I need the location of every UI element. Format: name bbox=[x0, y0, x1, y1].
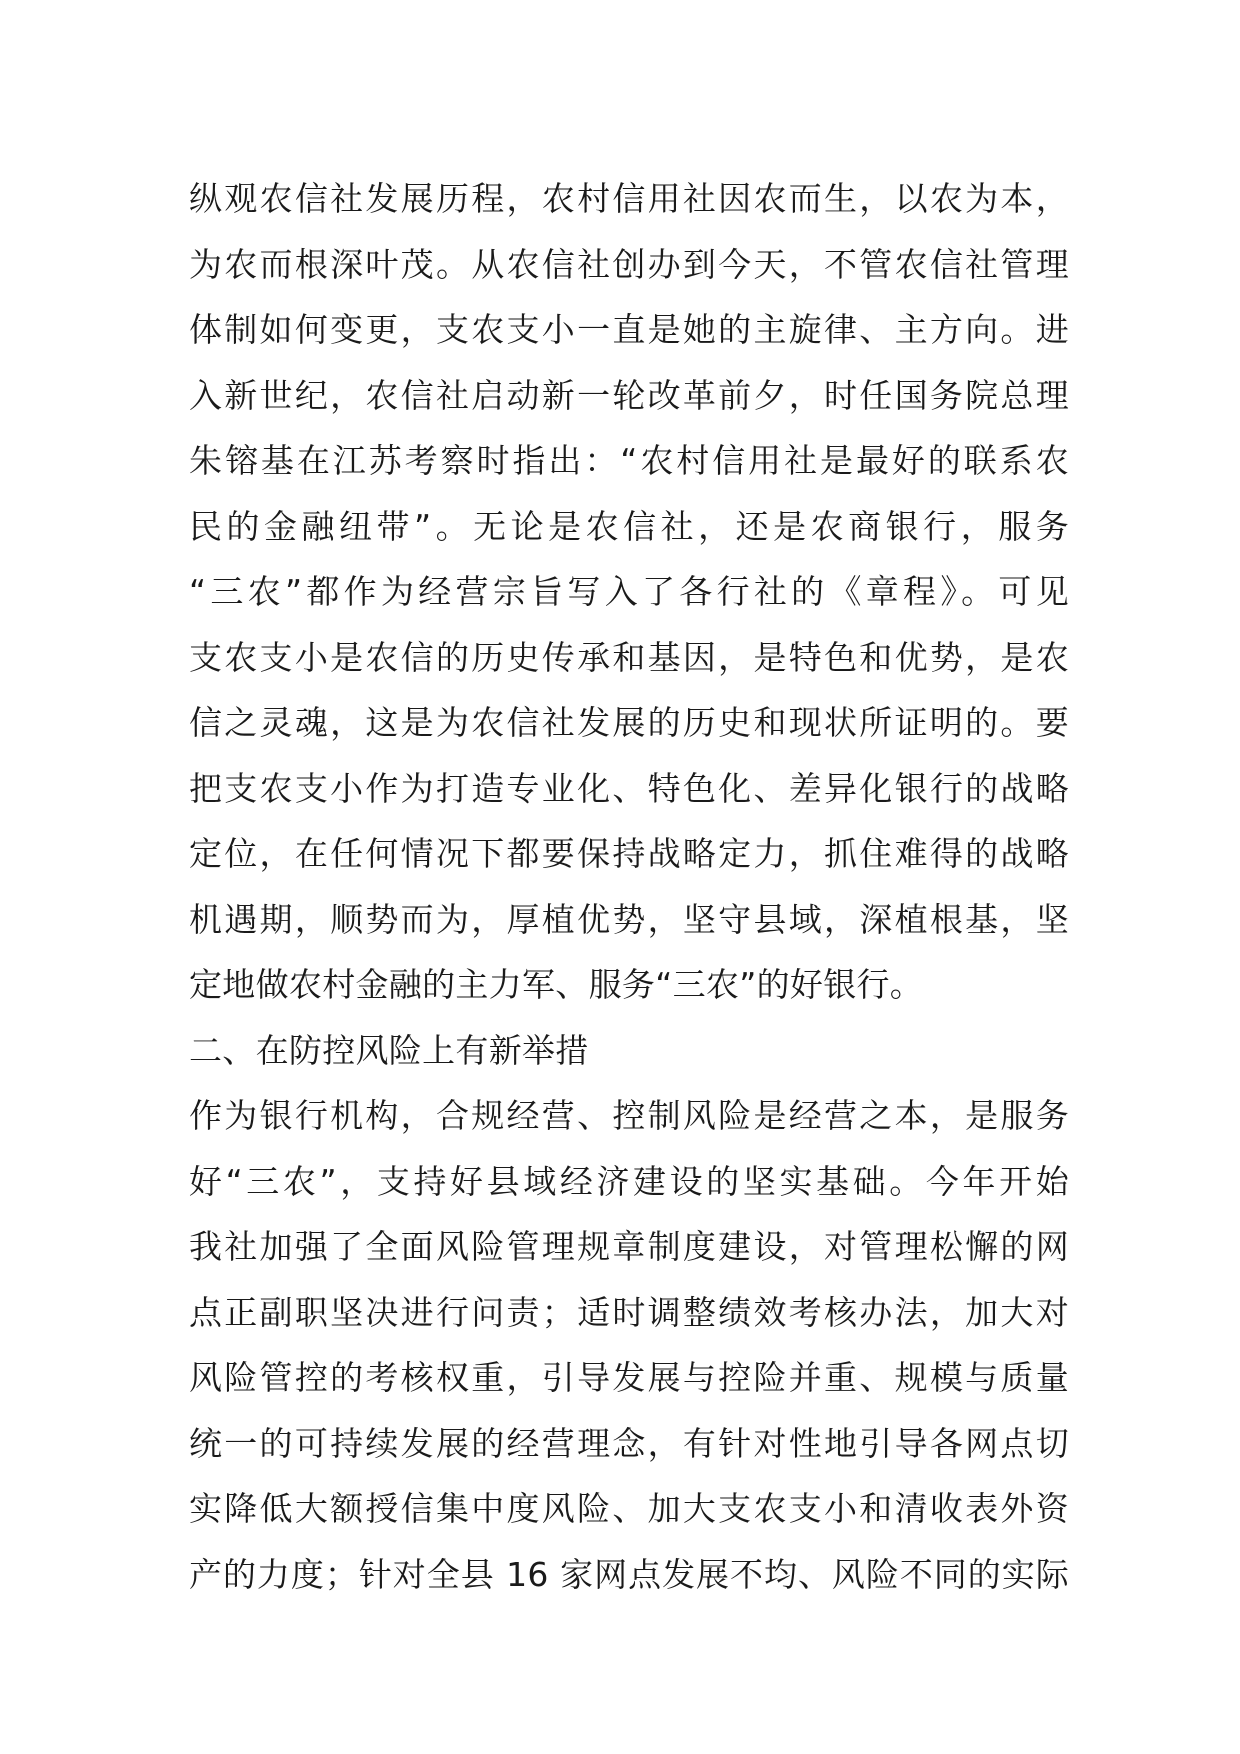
text-line: 作为银行机构，合规经营、控制风险是经营之本，是服务 bbox=[189, 1096, 1069, 1135]
text-line: 实降低大额授信集中度风险、加大支农支小和清收表外资 bbox=[189, 1489, 1069, 1528]
text-line: 我社加强了全面风险管理规章制度建设，对管理松懈的网 bbox=[189, 1227, 1069, 1266]
text-line: 定位，在任何情况下都要保持战略定力，抓住难得的战略 bbox=[189, 834, 1069, 873]
text-line: 好“三农”，支持好县域经济建设的坚实基础。今年开始 bbox=[189, 1161, 1069, 1201]
text-line: 信之灵魂，这是为农信社发展的历史和现状所证明的。要 bbox=[189, 703, 1069, 742]
text-line: 统一的可持续发展的经营理念，有针对性地引导各网点切 bbox=[189, 1423, 1069, 1463]
text-line: 机遇期，顺势而为，厚植优势，坚守县域，深植根基，坚 bbox=[189, 899, 1069, 939]
text-line: 入新世纪，农信社启动新一轮改革前夕，时任国务院总理 bbox=[189, 375, 1069, 415]
text-line: 定地做农村金融的主力军、服务“三农”的好银行。 bbox=[189, 965, 924, 1004]
text-line: 支农支小是农信的历史传承和基因，是特色和优势，是农 bbox=[189, 637, 1069, 677]
text-line: 纵观农信社发展历程，农村信用社因农而生，以农为本， bbox=[189, 179, 1069, 218]
text-line: 体制如何变更，支农支小一直是她的主旋律、主方向。进 bbox=[189, 310, 1069, 349]
text-line: 产的力度；针对全县 16 家网点发展不均、风险不同的实际 bbox=[189, 1554, 1069, 1594]
text-line: 风险管控的考核权重，引导发展与控险并重、规模与质量 bbox=[189, 1358, 1069, 1397]
document-body bbox=[189, 166, 1069, 1607]
text-line: 民的金融纽带”。无论是农信社，还是农商银行，服务 bbox=[189, 506, 1069, 546]
text-line: 把支农支小作为打造专业化、特色化、差异化银行的战略 bbox=[189, 768, 1069, 808]
text-line: 朱镕基在江苏考察时指出：“农村信用社是最好的联系农 bbox=[189, 441, 1069, 480]
text-line: 点正副职坚决进行问责；适时调整绩效考核办法，加大对 bbox=[189, 1292, 1069, 1332]
text-line: 为农而根深叶茂。从农信社创办到今天，不管农信社管理 bbox=[189, 244, 1069, 284]
text-line: “三农”都作为经营宗旨写入了各行社的《章程》。可见 bbox=[189, 572, 1069, 611]
section-heading: 二、在防控风险上有新举措 bbox=[189, 1030, 589, 1070]
